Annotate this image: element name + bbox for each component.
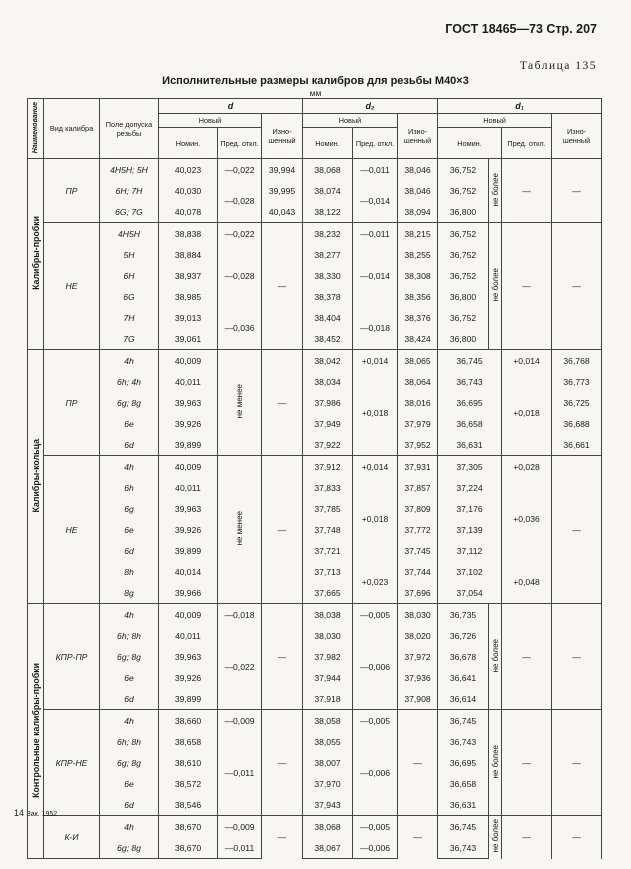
value-cell: 36,752 <box>438 244 489 265</box>
tolerance-cell: 4h <box>100 604 159 626</box>
value-cell: 38,232 <box>303 223 353 245</box>
tolerance-cell: 7G <box>100 328 159 350</box>
value-cell: 40,078 <box>159 201 218 223</box>
value-cell: 38,064 <box>398 371 438 392</box>
page-number: Стр. 207 <box>546 22 597 36</box>
section-ring: Калибры-кольца <box>30 438 41 513</box>
value-cell: 36,800 <box>438 286 489 307</box>
value-cell: —0,022 <box>218 625 262 710</box>
value-cell: 38,670 <box>159 837 218 859</box>
dash-cell: — <box>552 159 602 223</box>
value-cell: —0,036 <box>218 307 262 350</box>
col-d2-new: Новый <box>303 114 398 128</box>
value-cell: 39,013 <box>159 307 218 328</box>
value-cell: 38,378 <box>303 286 353 307</box>
table-row <box>28 816 602 838</box>
col-d2-worn: Изно-шенный <box>398 114 438 159</box>
table-number: Таблица 135 <box>519 60 597 72</box>
value-cell: +0,048 <box>502 561 552 604</box>
value-cell: 37,744 <box>398 561 438 582</box>
value-cell: 37,139 <box>438 519 502 540</box>
gauge-pr: ПР <box>44 350 100 456</box>
footer-page-number: 14 <box>14 808 25 818</box>
value-cell: 36,735 <box>438 604 489 626</box>
value-cell: —0,028 <box>218 180 262 223</box>
value-cell: —0,011 <box>218 731 262 816</box>
tolerance-cell: 6g; 8g <box>100 837 159 859</box>
value-cell: 38,884 <box>159 244 218 265</box>
value-cell: 36,658 <box>438 773 489 794</box>
dash-cell: — <box>398 816 438 859</box>
dash-cell: — <box>262 223 303 350</box>
dash-cell: — <box>398 710 438 816</box>
col-d2: d₂ <box>303 99 438 114</box>
col-gauge-type: Вид калибра <box>44 99 100 159</box>
dash-cell: — <box>262 350 303 456</box>
value-cell: 40,009 <box>159 350 218 372</box>
value-cell: —0,014 <box>353 180 398 223</box>
value-cell: 39,899 <box>159 434 218 456</box>
value-cell: 37,833 <box>303 477 353 498</box>
value-cell: 37,912 <box>303 456 353 478</box>
value-cell: 38,356 <box>398 286 438 307</box>
table-row <box>28 710 602 732</box>
dash-cell: — <box>502 223 552 350</box>
value-cell: 37,982 <box>303 646 353 667</box>
gauge-kpr-ne: КПР-НЕ <box>44 710 100 816</box>
tolerance-cell: 6H <box>100 265 159 286</box>
section-plug: Калибры-пробки <box>30 216 41 290</box>
value-cell: 36,641 <box>438 667 489 688</box>
value-cell: 37,696 <box>398 582 438 604</box>
value-cell: 38,038 <box>303 604 353 626</box>
dash-cell: — <box>502 710 552 816</box>
value-cell: 37,979 <box>398 413 438 434</box>
value-cell: 37,713 <box>303 561 353 582</box>
value-cell: 36,745 <box>438 350 502 372</box>
value-cell: 39,899 <box>159 540 218 561</box>
col-d1-new: Новый <box>438 114 552 128</box>
value-cell: 38,030 <box>303 625 353 646</box>
value-cell: 36,743 <box>438 371 502 392</box>
table-row <box>28 159 602 181</box>
value-cell: —0,006 <box>353 731 398 816</box>
value-cell: 39,899 <box>159 688 218 710</box>
value-cell: 40,030 <box>159 180 218 201</box>
dash-cell: — <box>552 710 602 816</box>
value-cell: 36,768 <box>552 350 602 372</box>
value-cell: 36,631 <box>438 794 489 816</box>
tolerance-cell: 4h <box>100 456 159 478</box>
note-not-more: не более <box>491 172 501 207</box>
dash-cell: — <box>502 604 552 710</box>
value-cell: —0,018 <box>218 604 262 626</box>
value-cell: 37,772 <box>398 519 438 540</box>
dash-cell: — <box>552 816 602 859</box>
value-cell: 40,011 <box>159 371 218 392</box>
value-cell: +0,014 <box>502 350 552 372</box>
value-cell: 36,661 <box>552 434 602 456</box>
col-name: Наименование <box>32 101 39 154</box>
table-row <box>28 477 602 498</box>
value-cell: 38,030 <box>398 604 438 626</box>
value-cell: 38,068 <box>303 159 353 181</box>
value-cell: +0,018 <box>353 371 398 456</box>
tolerance-cell: 6d <box>100 794 159 816</box>
value-cell: 38,068 <box>303 816 353 838</box>
value-cell: 36,658 <box>438 413 502 434</box>
value-cell: 38,572 <box>159 773 218 794</box>
value-cell: —0,009 <box>218 710 262 732</box>
tolerance-cell: 6g <box>100 498 159 519</box>
value-cell: —0,022 <box>218 223 262 245</box>
value-cell: 36,752 <box>438 223 489 245</box>
tolerance-cell: 6e <box>100 667 159 688</box>
tolerance-cell: 6d <box>100 688 159 710</box>
value-cell: 38,404 <box>303 307 353 328</box>
tolerance-cell: 6d <box>100 434 159 456</box>
value-cell: —0,006 <box>353 625 398 710</box>
footer-order: Зак. 1952 <box>26 811 58 818</box>
tolerance-cell: 4h <box>100 816 159 838</box>
col-d1-worn: Изно-шенный <box>552 114 602 159</box>
dash-cell: — <box>262 710 303 816</box>
value-cell: +0,014 <box>353 456 398 478</box>
col-d2-nominal: Номин. <box>303 128 353 159</box>
dash-cell: — <box>552 223 602 350</box>
standard-number: ГОСТ 18465—73 <box>445 22 543 36</box>
dash-cell: — <box>262 816 303 859</box>
value-cell: 38,094 <box>398 201 438 223</box>
value-cell: 37,922 <box>303 434 353 456</box>
value-cell: —0,022 <box>218 159 262 181</box>
value-cell: 38,277 <box>303 244 353 265</box>
col-tolerance-field: Поле допуска резьбы <box>100 99 159 159</box>
value-cell: 38,670 <box>159 816 218 838</box>
gauge-dimensions-table <box>27 98 602 859</box>
tolerance-cell: 6e <box>100 519 159 540</box>
value-cell: 38,007 <box>303 752 353 773</box>
unit-label: мм <box>309 88 322 98</box>
value-cell: 37,986 <box>303 392 353 413</box>
table-row <box>28 223 602 245</box>
value-cell: 39,926 <box>159 667 218 688</box>
dash-cell: — <box>262 604 303 710</box>
value-cell: 38,610 <box>159 752 218 773</box>
value-cell: 37,944 <box>303 667 353 688</box>
col-d: d <box>159 99 303 114</box>
col-d1-nominal: Номин. <box>438 128 502 159</box>
col-d1: d₁ <box>438 99 602 114</box>
tolerance-cell: 6d <box>100 540 159 561</box>
value-cell: 36,800 <box>438 328 489 350</box>
value-cell: 37,721 <box>303 540 353 561</box>
value-cell: +0,028 <box>502 456 552 478</box>
dash-cell: — <box>552 604 602 710</box>
value-cell: —0,011 <box>218 837 262 859</box>
value-cell: 36,631 <box>438 434 502 456</box>
value-cell: 38,034 <box>303 371 353 392</box>
value-cell: 40,011 <box>159 477 218 498</box>
tolerance-cell: 4H5H <box>100 223 159 245</box>
tolerance-cell: 6h <box>100 477 159 498</box>
dash-cell: — <box>262 456 303 604</box>
value-cell: —0,018 <box>353 307 398 350</box>
value-cell: 37,936 <box>398 667 438 688</box>
value-cell: 36,743 <box>438 837 489 859</box>
value-cell: —0,011 <box>353 159 398 181</box>
value-cell: 37,102 <box>438 561 502 582</box>
value-cell: 37,931 <box>398 456 438 478</box>
value-cell: 37,785 <box>303 498 353 519</box>
dash-cell: — <box>502 816 552 859</box>
value-cell: 39,926 <box>159 413 218 434</box>
value-cell: 37,745 <box>398 540 438 561</box>
tolerance-cell: 6g; 8g <box>100 752 159 773</box>
gauge-ne: НЕ <box>44 456 100 604</box>
tolerance-cell: 6h; 8h <box>100 625 159 646</box>
value-cell: 38,046 <box>398 180 438 201</box>
dash-cell: — <box>552 456 602 604</box>
value-cell: 37,918 <box>303 688 353 710</box>
value-cell: —0,005 <box>353 816 398 838</box>
value-cell: 39,963 <box>159 498 218 519</box>
note-not-more: не более <box>491 744 501 779</box>
value-cell: 38,985 <box>159 286 218 307</box>
value-cell: 40,043 <box>262 201 303 223</box>
value-cell: 39,994 <box>262 159 303 181</box>
value-cell: 39,966 <box>159 582 218 604</box>
value-cell: 37,112 <box>438 540 502 561</box>
col-d-new: Новый <box>159 114 262 128</box>
value-cell: 37,952 <box>398 434 438 456</box>
note-not-less: не менее <box>235 384 244 419</box>
value-cell: 37,949 <box>303 413 353 434</box>
tolerance-cell: 4H5H; 5H <box>100 159 159 181</box>
value-cell: 38,046 <box>398 159 438 181</box>
gauge-ne: НЕ <box>44 223 100 350</box>
value-cell: 38,058 <box>303 710 353 732</box>
value-cell: 37,305 <box>438 456 502 478</box>
table-row <box>28 604 602 626</box>
col-d-nominal: Номин. <box>159 128 218 159</box>
value-cell: 36,725 <box>552 392 602 413</box>
value-cell: 37,748 <box>303 519 353 540</box>
gauge-pr: ПР <box>44 159 100 223</box>
value-cell: 38,122 <box>303 201 353 223</box>
value-cell: 39,963 <box>159 392 218 413</box>
value-cell: 36,726 <box>438 625 489 646</box>
value-cell: 37,943 <box>303 794 353 816</box>
note-not-more: не более <box>491 268 501 302</box>
section-control: Контрольные калибры-пробки <box>30 662 41 798</box>
value-cell: —0,028 <box>218 244 262 307</box>
tolerance-cell: 6g; 8g <box>100 392 159 413</box>
value-cell: 37,176 <box>438 498 502 519</box>
tolerance-cell: 4h <box>100 350 159 372</box>
value-cell: —0,014 <box>353 244 398 307</box>
value-cell: 38,546 <box>159 794 218 816</box>
value-cell: 37,972 <box>398 646 438 667</box>
value-cell: 38,376 <box>398 307 438 328</box>
value-cell: —0,005 <box>353 604 398 626</box>
value-cell: 38,065 <box>398 350 438 372</box>
page-footer <box>14 808 57 818</box>
value-cell: 36,773 <box>552 371 602 392</box>
value-cell: 38,424 <box>398 328 438 350</box>
value-cell: 36,752 <box>438 159 489 181</box>
value-cell: 40,009 <box>159 604 218 626</box>
value-cell: 38,937 <box>159 265 218 286</box>
value-cell: 38,215 <box>398 223 438 245</box>
tolerance-cell: 6h; 4h <box>100 371 159 392</box>
tolerance-cell: 5H <box>100 244 159 265</box>
value-cell: 38,452 <box>303 328 353 350</box>
table-row <box>28 350 602 372</box>
value-cell: +0,018 <box>353 477 398 561</box>
value-cell: 37,224 <box>438 477 502 498</box>
tolerance-cell: 6G <box>100 286 159 307</box>
value-cell: —0,005 <box>353 710 398 732</box>
table-row <box>28 371 602 392</box>
tolerance-cell: 8g <box>100 582 159 604</box>
tolerance-cell: 6G; 7G <box>100 201 159 223</box>
value-cell: 36,695 <box>438 752 489 773</box>
value-cell: 38,067 <box>303 837 353 859</box>
value-cell: —0,006 <box>353 837 398 859</box>
value-cell: 38,016 <box>398 392 438 413</box>
value-cell: 40,011 <box>159 625 218 646</box>
dash-cell: — <box>502 159 552 223</box>
gauge-kpr-pr: КПР-ПР <box>44 604 100 710</box>
value-cell: 38,074 <box>303 180 353 201</box>
note-not-more: не более <box>491 638 501 673</box>
table-row <box>28 561 602 582</box>
value-cell: +0,036 <box>502 477 552 561</box>
tolerance-cell: 4h <box>100 710 159 732</box>
tolerance-cell: 8h <box>100 561 159 582</box>
value-cell: —0,009 <box>218 816 262 838</box>
value-cell: 38,042 <box>303 350 353 372</box>
tolerance-cell: 6e <box>100 773 159 794</box>
value-cell: 39,926 <box>159 519 218 540</box>
page-header <box>445 22 597 36</box>
value-cell: 39,995 <box>262 180 303 201</box>
table-title: Исполнительные размеры калибров для резьбы М40×3 <box>162 75 469 87</box>
value-cell: 37,054 <box>438 582 502 604</box>
value-cell: 38,055 <box>303 731 353 752</box>
value-cell: 39,061 <box>159 328 218 350</box>
value-cell: +0,018 <box>502 371 552 456</box>
value-cell: 38,020 <box>398 625 438 646</box>
note-not-less: не менее <box>235 511 244 546</box>
tolerance-cell: 6h; 8h <box>100 731 159 752</box>
value-cell: 36,695 <box>438 392 502 413</box>
col-d2-dev: Пред. откл. <box>353 128 398 159</box>
value-cell: —0,011 <box>353 223 398 245</box>
value-cell: 36,743 <box>438 731 489 752</box>
value-cell: 36,614 <box>438 688 489 710</box>
value-cell: 37,809 <box>398 498 438 519</box>
note-not-more: не более <box>491 819 501 853</box>
value-cell: 40,014 <box>159 561 218 582</box>
value-cell: +0,023 <box>353 561 398 604</box>
value-cell: 36,800 <box>438 201 489 223</box>
col-d-dev: Пред. откл. <box>218 128 262 159</box>
value-cell: 36,688 <box>552 413 602 434</box>
value-cell: +0,014 <box>353 350 398 372</box>
value-cell: 37,665 <box>303 582 353 604</box>
gauge-k-i: К-И <box>44 816 100 859</box>
value-cell: 38,308 <box>398 265 438 286</box>
value-cell: 36,752 <box>438 307 489 328</box>
value-cell: 36,745 <box>438 710 489 732</box>
tolerance-cell: 6e <box>100 413 159 434</box>
value-cell: 36,678 <box>438 646 489 667</box>
value-cell: 37,970 <box>303 773 353 794</box>
value-cell: 39,963 <box>159 646 218 667</box>
table-row <box>28 456 602 478</box>
tolerance-cell: 6g; 8g <box>100 646 159 667</box>
col-d-worn: Изно-шенный <box>262 114 303 159</box>
value-cell: 36,752 <box>438 180 489 201</box>
col-d1-dev: Пред. откл. <box>502 128 552 159</box>
value-cell: 37,857 <box>398 477 438 498</box>
value-cell: 38,838 <box>159 223 218 245</box>
value-cell: 38,658 <box>159 731 218 752</box>
value-cell: 38,330 <box>303 265 353 286</box>
tolerance-cell: 7H <box>100 307 159 328</box>
value-cell: 37,908 <box>398 688 438 710</box>
value-cell: 38,660 <box>159 710 218 732</box>
value-cell: 40,009 <box>159 456 218 478</box>
value-cell: 38,255 <box>398 244 438 265</box>
tolerance-cell: 6H; 7H <box>100 180 159 201</box>
value-cell: 40,023 <box>159 159 218 181</box>
value-cell: 36,752 <box>438 265 489 286</box>
value-cell: 36,745 <box>438 816 489 838</box>
